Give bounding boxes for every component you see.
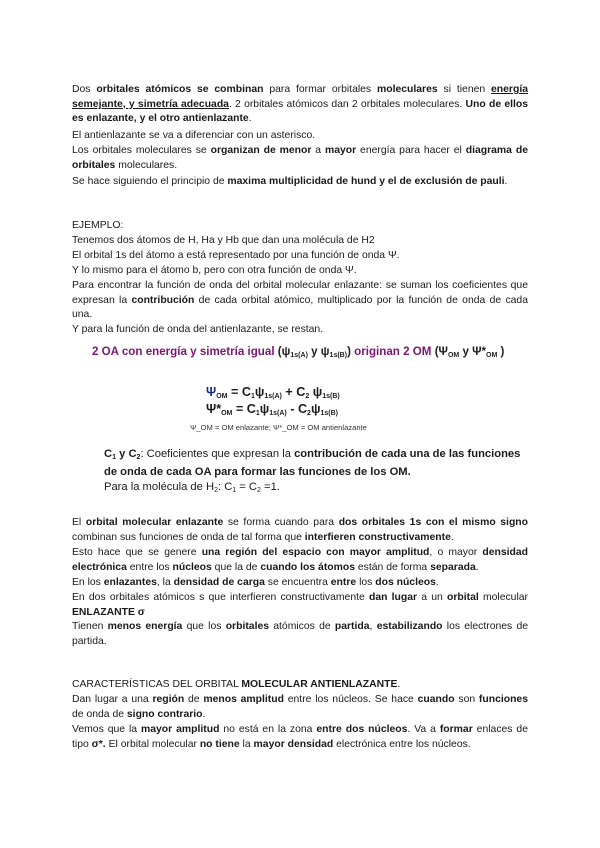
bold-span: signo contrario bbox=[126, 708, 203, 720]
text-span: de cada orbital atómico, multiplicado por la función de onda de cada una. bbox=[72, 294, 528, 321]
bold-span: partida bbox=[334, 621, 370, 632]
example-line bbox=[72, 264, 528, 279]
bold-span: región bbox=[152, 694, 185, 705]
bold-span: interfieren constructivamente bbox=[304, 531, 451, 543]
bold-span: Uno de ellos es enlazante, y el otro antienlazante bbox=[72, 98, 528, 125]
subscript: 1 bbox=[112, 454, 116, 461]
bold-span: contribución bbox=[131, 294, 195, 306]
text-span: que la de bbox=[211, 561, 261, 573]
principle-paragraph bbox=[72, 175, 528, 190]
bonding-paragraph bbox=[72, 516, 528, 545]
bold-span: una región del espacio con mayor amplitud bbox=[201, 547, 430, 558]
text-span: Ψ* bbox=[206, 402, 222, 416]
text-span: si tienen bbox=[437, 84, 492, 95]
bold-span: orbitales bbox=[225, 621, 270, 632]
text-span: ) bbox=[497, 345, 505, 358]
bold-span: orbitales atómicos se combinan bbox=[96, 84, 264, 95]
bold-span: mayor amplitud bbox=[141, 724, 220, 735]
bold-span: mayor densidad bbox=[253, 738, 334, 750]
bold-span: entre dos núcleos bbox=[316, 724, 408, 735]
text-span: . bbox=[202, 708, 206, 720]
text-span: los electrones de partida. bbox=[72, 621, 529, 647]
text-span: Esto hace que se genere bbox=[72, 547, 202, 558]
text-span: , o mayor bbox=[429, 547, 483, 558]
text-span: ψ bbox=[254, 385, 265, 399]
text-span: Para la molécula de H bbox=[104, 481, 215, 493]
text-span: y ψ bbox=[307, 345, 330, 358]
text-span: . 2 orbitales atómicos dan 2 orbitales moleculares. bbox=[228, 98, 466, 110]
text-span: molecular bbox=[478, 592, 528, 603]
text-span: =1. bbox=[260, 481, 280, 493]
text-span: a un bbox=[417, 592, 447, 603]
bold-span: funciones bbox=[478, 694, 528, 705]
text-span: se forma cuando para bbox=[223, 517, 339, 528]
order-paragraph bbox=[72, 144, 528, 173]
bold-span: cuando los átomos bbox=[260, 561, 355, 573]
text-span: no está en la zona bbox=[219, 724, 317, 735]
charge-paragraph bbox=[72, 576, 528, 591]
text-span: El antienlazante se va a diferenciar con un asterisco. bbox=[72, 130, 316, 141]
text-span: EJEMPLO: bbox=[72, 220, 124, 231]
example-heading bbox=[72, 219, 528, 234]
text-span: Los orbitales moleculares se bbox=[72, 145, 211, 156]
text-span: originan bbox=[354, 345, 400, 358]
bold-span: dan lugar bbox=[368, 592, 418, 603]
text-span: : Coeficientes que expresan la bbox=[140, 448, 295, 460]
text-span: son bbox=[454, 694, 479, 705]
text-span: energía para hacer el bbox=[356, 145, 466, 156]
subscript: 2 bbox=[257, 487, 261, 494]
bold-span: moleculares bbox=[376, 84, 438, 95]
bold-span: maxima multiplicidad de hund y el de exclusión de pauli bbox=[227, 176, 505, 187]
subscript: 1s(A) bbox=[269, 410, 287, 417]
example-line bbox=[72, 234, 528, 249]
text-span: entre los núcleos. Se hace bbox=[283, 694, 418, 705]
text-span: y Ψ* bbox=[459, 345, 487, 358]
text-span: . bbox=[397, 679, 401, 690]
subscript: OM bbox=[221, 410, 233, 417]
bold-span: no tiene bbox=[199, 738, 240, 750]
text-span: Tienen bbox=[72, 621, 108, 632]
subscript: 2 bbox=[214, 487, 218, 494]
subscript: 2 bbox=[136, 454, 141, 461]
text-span: = C bbox=[236, 481, 258, 493]
bold-span: dos orbitales 1s con el mismo signo bbox=[338, 517, 528, 528]
text-span: de onda de bbox=[72, 708, 127, 720]
bold-span: menos amplitud bbox=[203, 694, 284, 705]
antibonding-heading bbox=[72, 678, 528, 693]
text-span: para formar orbitales bbox=[263, 84, 377, 95]
subscript: 2 bbox=[307, 410, 311, 417]
subscript: OM bbox=[486, 352, 498, 359]
bold-span: orbital bbox=[446, 592, 479, 603]
text-span: . bbox=[450, 531, 454, 543]
bold-span: entre bbox=[330, 577, 357, 588]
bold-span: menos energía bbox=[107, 621, 183, 632]
text-span: (Ψ bbox=[434, 345, 448, 358]
text-span: . Va a bbox=[407, 724, 440, 735]
text-span: El orbital molecular bbox=[105, 738, 200, 750]
text-span: los bbox=[356, 577, 376, 588]
text-span: . bbox=[475, 561, 479, 573]
text-span: que los bbox=[182, 621, 226, 632]
text-span: combinan sus funciones de onda de tal forma que bbox=[72, 531, 305, 543]
text-span: moleculares. bbox=[115, 159, 178, 171]
text-span: - C bbox=[286, 402, 308, 416]
intro-paragraph bbox=[72, 83, 528, 127]
text-span: CARACTERÍSTICAS DEL ORBITAL bbox=[72, 679, 242, 690]
asterisk-paragraph bbox=[72, 129, 528, 144]
text-span: C bbox=[104, 448, 113, 460]
text-span: El orbital 1s del átomo a está representado por una función de onda Ψ. bbox=[72, 250, 400, 261]
subscript: 1 bbox=[255, 410, 260, 417]
sigma-paragraph bbox=[72, 591, 528, 620]
bold-span: dos núcleos bbox=[375, 577, 436, 588]
text-span: la bbox=[239, 738, 254, 750]
coefficients-note bbox=[104, 447, 524, 498]
text-span: Dos bbox=[72, 84, 97, 95]
text-span: atómicos de bbox=[269, 621, 335, 632]
bold-span: formar bbox=[439, 724, 473, 735]
text-span: = C bbox=[227, 385, 251, 399]
text-span: 2 OM bbox=[399, 345, 435, 358]
bold-span: contribución de cada una de las funciones de onda de cada OA para formar las funciones de los OM. bbox=[104, 448, 521, 478]
text-span: En dos orbitales atómicos s que interfieren constructivamente bbox=[72, 592, 369, 603]
bold-span: densidad de carga bbox=[173, 577, 265, 588]
text-span: entre los bbox=[126, 561, 173, 573]
bold-span: enlazantes bbox=[103, 577, 157, 588]
text-span: a bbox=[311, 145, 325, 156]
text-span: . bbox=[504, 176, 508, 187]
subscript: 2 bbox=[305, 393, 310, 400]
text-span: de bbox=[184, 694, 204, 705]
text-span: : C bbox=[217, 481, 233, 493]
text-span: electrónica entre los núcleos. bbox=[333, 738, 471, 750]
bold-span: σ*. bbox=[91, 738, 106, 750]
text-span: Tenemos dos átomos de H, Ha y Hb que dan una molécula de H2 bbox=[72, 235, 375, 246]
subscript: 1s(A) bbox=[290, 352, 308, 359]
text-span: ) bbox=[347, 345, 355, 358]
text-span: y C bbox=[116, 448, 137, 460]
bold-span: MOLECULAR ANTIENLAZANTE bbox=[241, 679, 398, 690]
bold-span: cuando bbox=[417, 694, 455, 705]
text-span: Vemos que la bbox=[72, 724, 141, 735]
text-span: . bbox=[435, 577, 439, 588]
text-span: energía y simetría igual bbox=[145, 345, 275, 358]
bold-span: organizan de menor bbox=[210, 145, 312, 156]
text-span: Se hace siguiendo el principio de bbox=[72, 176, 228, 187]
text-span: Y lo mismo para el átomo b, pero con otra función de onda Ψ. bbox=[72, 265, 357, 276]
subscript: OM bbox=[216, 393, 228, 400]
energy-paragraph bbox=[72, 620, 528, 649]
underlined-bold-span: energía semejante, y simetría adecuada bbox=[72, 84, 528, 110]
text-span: Para encontrar la función de onda del orbital molecular enlazante: se suman los coeficientes que expresan la bbox=[72, 280, 528, 306]
text-span: ψ bbox=[310, 402, 321, 416]
subscript: 1s(B) bbox=[322, 393, 340, 400]
text-span: En los bbox=[72, 577, 104, 588]
text-span: enlaces de tipo bbox=[72, 724, 528, 750]
subscript: 1 bbox=[232, 487, 237, 494]
example-paragraph bbox=[72, 279, 528, 323]
figure-caption: Ψ_OM = OM enlazante; Ψ*_OM = OM antienlazante bbox=[190, 423, 367, 432]
text-span: = C bbox=[232, 402, 256, 416]
amplitude-paragraph bbox=[72, 723, 528, 752]
text-span: (ψ bbox=[274, 345, 291, 358]
bonding-equation bbox=[206, 385, 340, 400]
subscript: OM bbox=[447, 352, 460, 359]
text-span: Y para la función de onda del antienlazante, se restan. bbox=[72, 324, 324, 335]
figure-title bbox=[92, 345, 532, 359]
text-span: ψ bbox=[259, 402, 270, 416]
text-span: Ψ bbox=[206, 385, 217, 399]
subscript: 1s(A) bbox=[264, 393, 282, 400]
text-span: ψ bbox=[309, 385, 323, 399]
subscript: 1s(B) bbox=[329, 352, 348, 359]
bold-span: diagrama de orbitales bbox=[72, 145, 528, 171]
antibonding-paragraph bbox=[72, 693, 528, 722]
bold-span: separada bbox=[430, 561, 476, 573]
text-span: Dan lugar a una bbox=[72, 694, 153, 705]
subscript: 1s(B) bbox=[320, 410, 338, 417]
antibonding-equation bbox=[206, 402, 338, 417]
bold-span: núcleos bbox=[172, 561, 212, 573]
example-line bbox=[72, 323, 528, 338]
text-span: están de forma bbox=[355, 561, 431, 573]
bold-span: orbital molecular enlazante bbox=[85, 517, 224, 528]
text-span: 2 OA con bbox=[92, 345, 146, 358]
text-span: + C bbox=[281, 385, 306, 399]
example-line bbox=[72, 249, 528, 264]
bold-span: densidad electrónica bbox=[72, 547, 528, 573]
density-paragraph bbox=[72, 546, 528, 575]
text-span: , bbox=[369, 621, 377, 632]
bold-span: estabilizando bbox=[376, 621, 443, 632]
bold-span: ENLAZANTE σ bbox=[72, 606, 145, 618]
text-span: se encuentra bbox=[264, 577, 331, 588]
subscript: 1 bbox=[250, 393, 255, 400]
bold-span: mayor bbox=[324, 145, 357, 156]
text-span: El bbox=[72, 517, 86, 528]
text-span: , la bbox=[156, 577, 174, 588]
text-span: . bbox=[248, 113, 252, 125]
